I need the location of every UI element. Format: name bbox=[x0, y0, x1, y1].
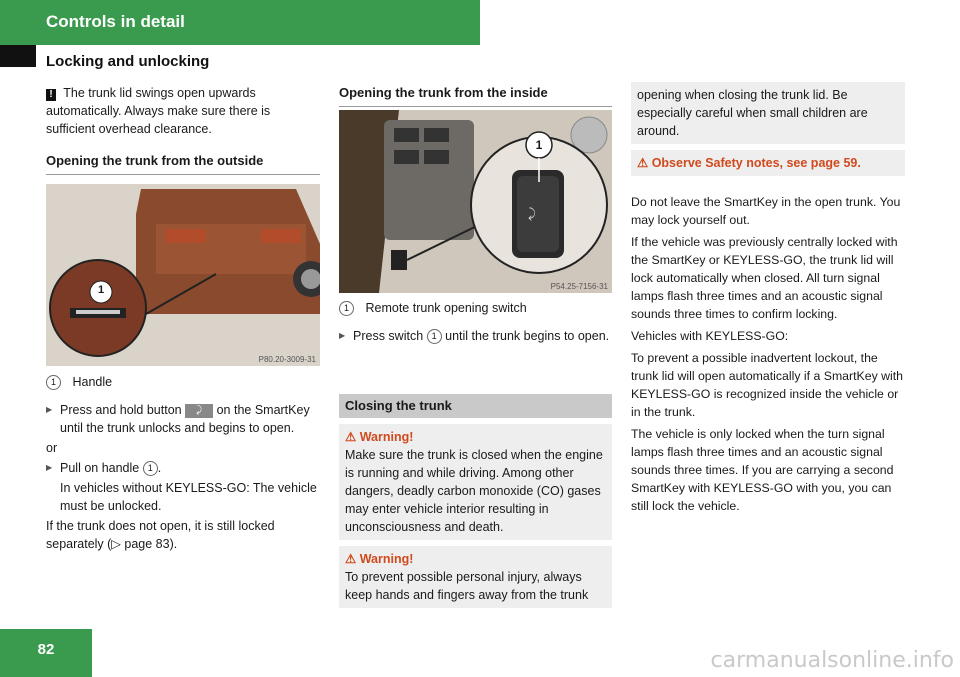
trunk-switch-icon: ⤸ bbox=[528, 206, 536, 221]
warning-title-text: Warning! bbox=[359, 552, 414, 566]
page-number: 82 bbox=[37, 641, 55, 658]
step1-text-b: on the SmartKey until the trunk unlocks and begins to open. bbox=[60, 403, 310, 435]
figure-code: P54.25-7156-31 bbox=[550, 282, 608, 291]
column-2 bbox=[339, 84, 612, 107]
closing-title: Closing the trunk bbox=[345, 398, 452, 413]
paragraph-4: To prevent a possible inadvertent lockout, the trunk lid will open automatically if a SmartKey with KEYLESS-GO is recognized inside the vehicle or in the trunk. bbox=[631, 351, 904, 419]
photo-trunk-inside bbox=[339, 110, 612, 293]
step-press-button bbox=[46, 401, 320, 437]
paragraph-3: Vehicles with KEYLESS-GO: bbox=[631, 329, 789, 343]
legend-text: Remote trunk opening switch bbox=[365, 301, 527, 315]
warning-title bbox=[345, 550, 606, 568]
step2-text-a: Pull on handle bbox=[60, 461, 140, 475]
step-text-b: until the trunk begins to open. bbox=[445, 329, 610, 343]
safety-title bbox=[637, 154, 899, 172]
step-number: 1 bbox=[427, 329, 442, 344]
column-2-lower bbox=[339, 299, 612, 345]
warning-title bbox=[345, 428, 606, 446]
photo-trunk-outside bbox=[46, 184, 320, 366]
column-3 bbox=[631, 193, 907, 515]
safety-title-text[interactable]: Observe Safety notes, see page 59. bbox=[651, 156, 861, 170]
section-title: Locking and unlocking bbox=[46, 53, 210, 70]
car-rear-illustration bbox=[46, 184, 320, 366]
or-text: or bbox=[46, 441, 58, 455]
paragraph-1: Do not leave the SmartKey in the open trunk. You may lock yourself out. bbox=[631, 195, 901, 227]
notice-text: The trunk lid swings open upwards automatically. Always make sure there is sufficient overhead clearance. bbox=[46, 86, 271, 136]
section-marker bbox=[0, 45, 36, 67]
notice-icon: ! bbox=[46, 89, 56, 101]
legend-number: 1 bbox=[46, 375, 61, 390]
warning-box-1 bbox=[339, 424, 612, 540]
warning-box-2 bbox=[339, 546, 612, 608]
warning-triangle-icon: ⚠ bbox=[345, 552, 357, 566]
callout-1: 1 bbox=[97, 284, 105, 296]
legend-1 bbox=[339, 299, 612, 317]
chapter-title: Controls in detail bbox=[46, 12, 185, 31]
warning-triangle-icon: ⚠ bbox=[345, 430, 357, 444]
trunk-open-icon: ⤸ bbox=[185, 404, 213, 418]
watermark: carmanualsonline.info bbox=[710, 648, 954, 673]
closing-band bbox=[339, 394, 612, 418]
warning-text: To prevent possible personal injury, always keep hands and fingers away from the trunk bbox=[345, 570, 589, 602]
step2-note: In vehicles without KEYLESS-GO: The vehicle must be unlocked. bbox=[60, 481, 317, 513]
column-1 bbox=[46, 84, 320, 175]
column-1-lower bbox=[46, 373, 320, 553]
notice bbox=[46, 84, 320, 138]
paragraph-locked: If the trunk does not open, it is still locked separately (▷ page 83). bbox=[46, 519, 275, 551]
legend-text: Handle bbox=[72, 375, 113, 389]
safety-box bbox=[631, 150, 905, 176]
step-press-switch bbox=[339, 327, 612, 345]
callout-1: 1 bbox=[535, 138, 543, 152]
legend-number: 1 bbox=[339, 301, 354, 316]
heading-inside: Opening the trunk from the inside bbox=[339, 84, 612, 107]
legend-1 bbox=[46, 373, 320, 391]
step2-number: 1 bbox=[143, 461, 158, 476]
paragraph-2: If the vehicle was previously centrally locked with the SmartKey or KEYLESS-GO, the trunk lid will lock automatically when closed. All turn signal lamps flash three times and an acoustic signal sounds three times to confirm locking. bbox=[631, 235, 898, 321]
warning-continued-text: opening when closing the trunk lid. Be especially careful when small children are around. bbox=[637, 88, 868, 138]
warning-text: Make sure the trunk is closed when the engine is running and while driving. Among other dangers, deadly carbon monoxide (CO) gases may enter vehicle interior resulting in unconsciousness and death. bbox=[345, 448, 603, 534]
step-pull-handle bbox=[46, 459, 320, 477]
paragraph-5: The vehicle is only locked when the turn signal lamps flash three times and an acoustic signal sounds three times. If you are carrying a second SmartKey with KEYLESS-GO with you, you can still lock the vehicle. bbox=[631, 427, 894, 513]
warning-title-text: Warning! bbox=[359, 430, 414, 444]
door-panel-illustration bbox=[339, 110, 612, 293]
step2-text-b: . bbox=[157, 461, 162, 475]
step-text-a: Press switch bbox=[353, 329, 424, 343]
step1-text-a: Press and hold button bbox=[60, 403, 182, 417]
warning-continued bbox=[631, 82, 905, 144]
figure-code: P80.20-3009-31 bbox=[258, 355, 316, 364]
heading-outside: Opening the trunk from the outside bbox=[46, 152, 320, 175]
warning-triangle-icon: ⚠ bbox=[637, 156, 649, 170]
